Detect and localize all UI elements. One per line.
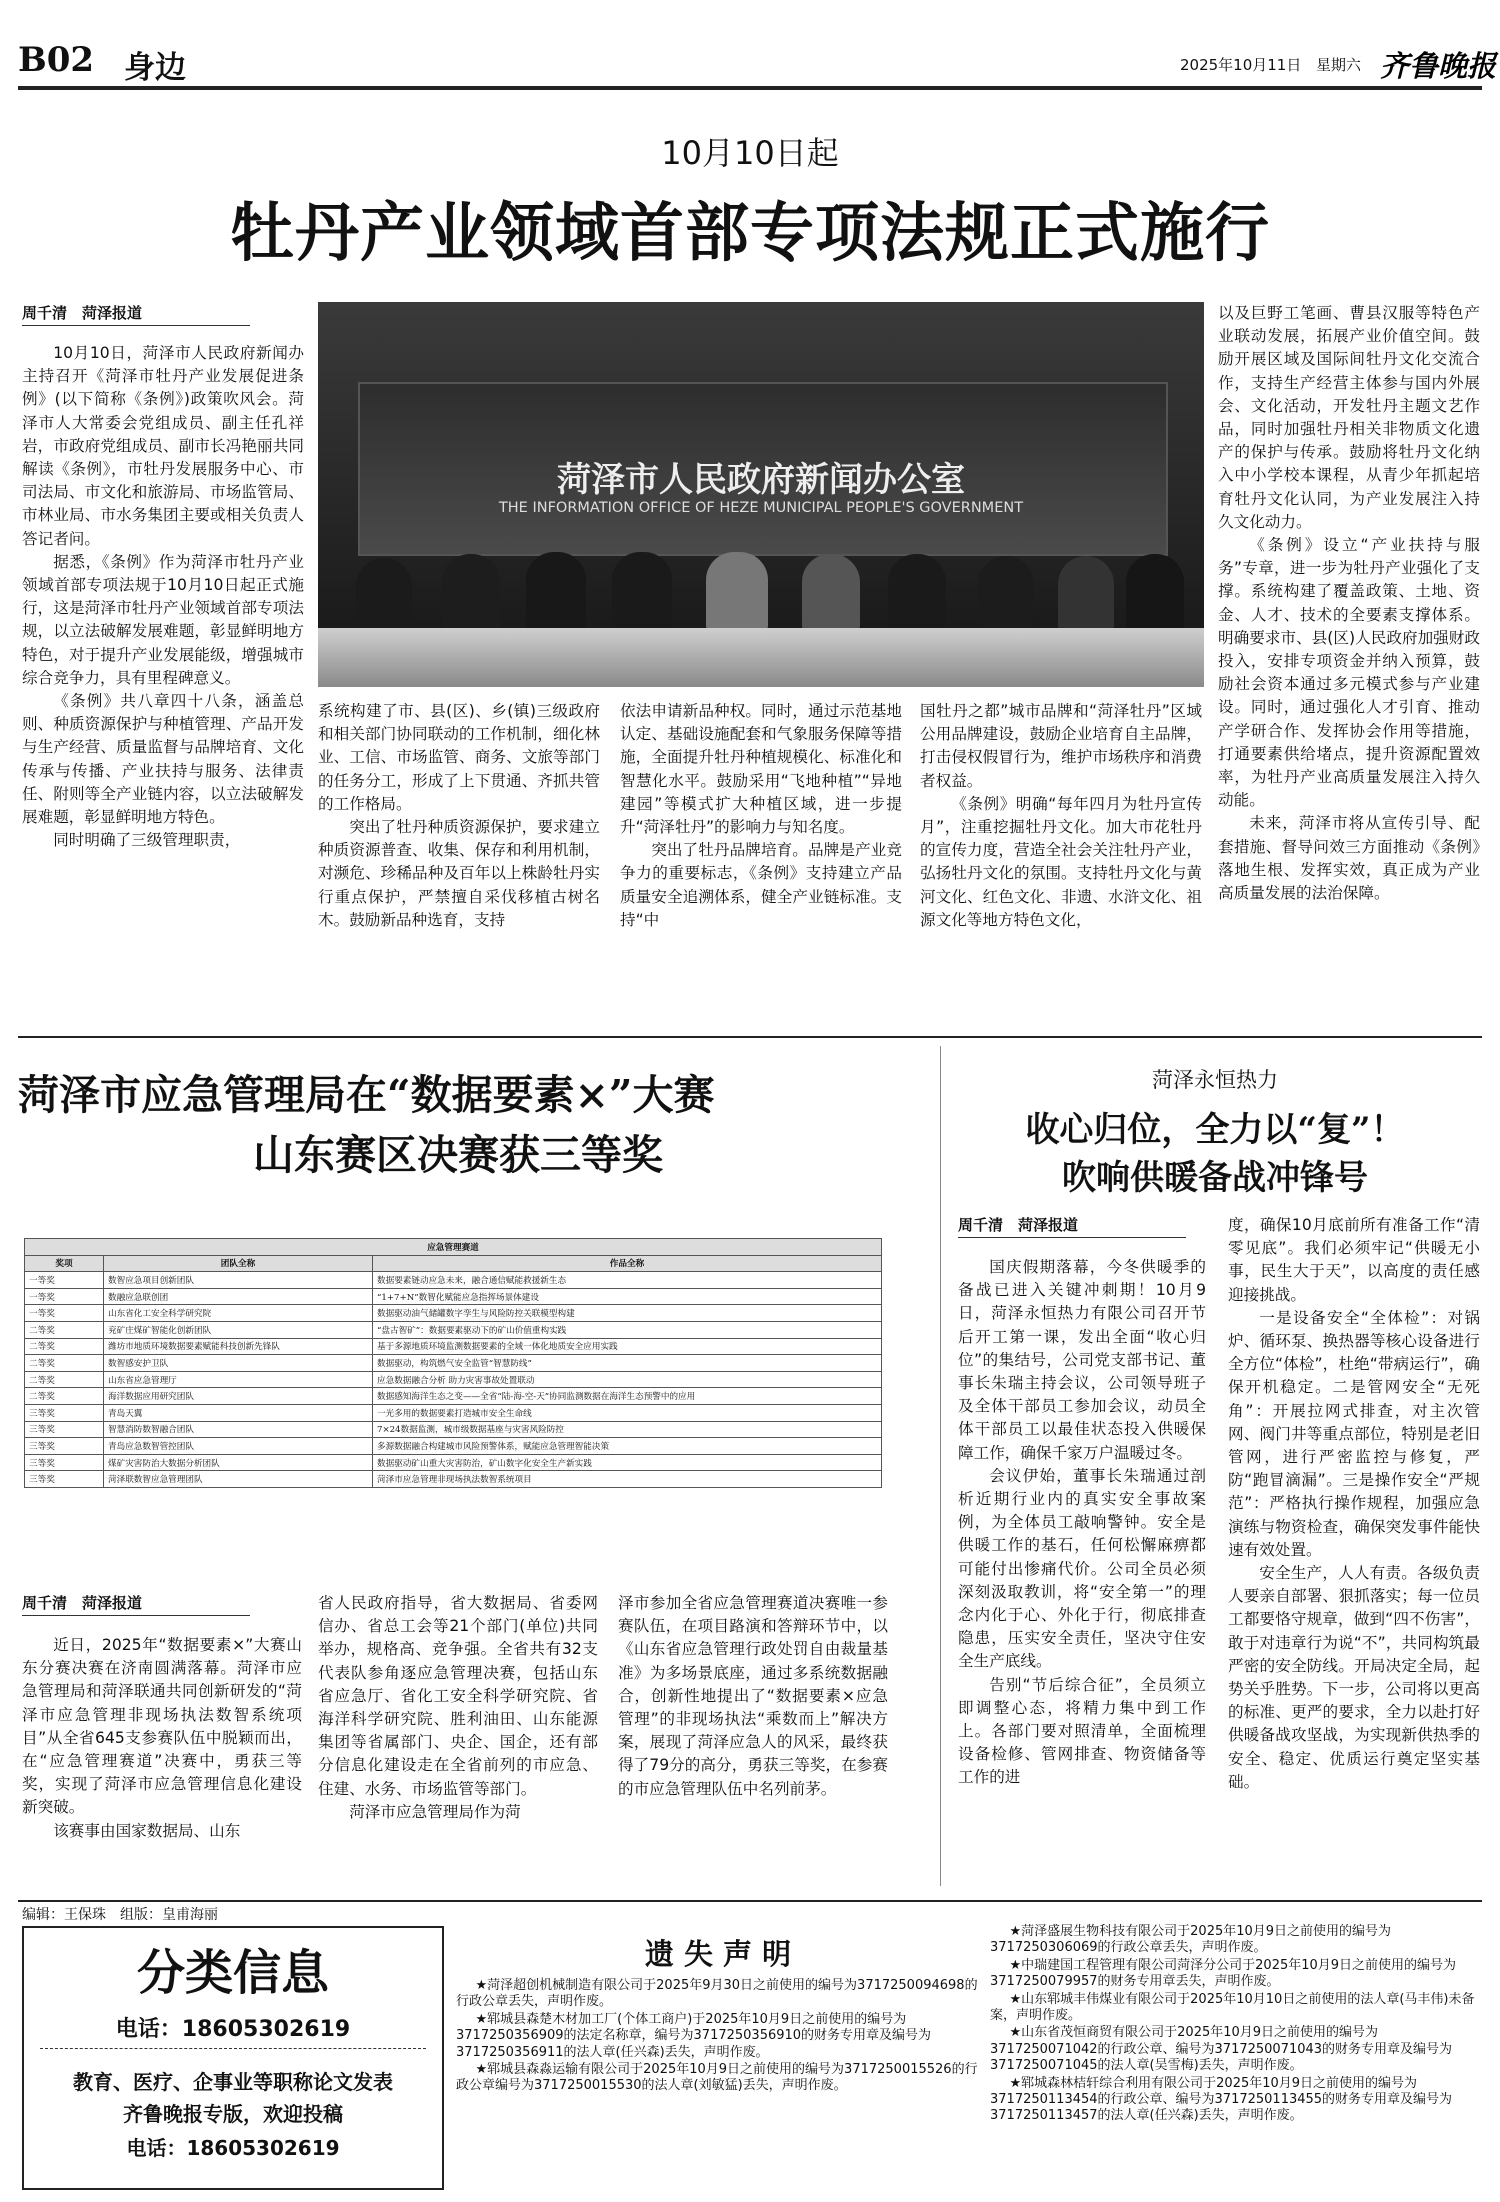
notices-right — [990, 1924, 1480, 2126]
awards-table-box — [24, 1238, 882, 1568]
photo-banner-cn: 菏泽市人民政府新闻办公室 — [557, 460, 965, 500]
paragraph: 《条例》共八章四十八条，涵盖总则、种质资源保护与种植管理、产品开发与生产经营、质量监督与品牌培育、文化传承与传播、产业扶持与服务、法律责任、附则等全产业链内容，以立法破解发展难题，彰显鲜明地方特色。 — [22, 692, 304, 827]
official-figure — [802, 554, 860, 630]
table-cell: 应急数据融合分析 助力灾害事故处置联动 — [373, 1371, 882, 1388]
table-row — [25, 1338, 882, 1355]
article2-headline-line1: 菏泽市应急管理局在“数据要素×”大赛 — [18, 1071, 715, 1119]
article1-headline: 牡丹产业领域首部专项法规正式施行 — [230, 196, 1270, 271]
article3-kicker: 菏泽永恒热力 — [1152, 1068, 1278, 1092]
table-cell: 二等奖 — [25, 1338, 104, 1355]
paragraph: 泽市参加全省应急管理赛道决赛唯一参赛队伍，在项目路演和答辩环节中，以《山东省应急管理行政处罚自由裁量基准》为多场景底座，通过多系统数据融合，创新性地提出了“数据要素×应急管理”的非现场执法“乘数而上”解决方案，展现了菏泽应急人的风采，最终获得了79分的高分，勇获三等奖，在参赛的市应急管理队伍中名列前茅。 — [618, 1594, 888, 1798]
table-cell: 一等奖 — [25, 1272, 104, 1289]
paragraph: 国庆假期落幕，今冬供暖季的备战已进入关键冲刺期！10月9日，菏泽永恒热力有限公司召开节后开工第一课，发出全面“收心归位”的集结号，公司党支部书记、董事长朱瑞主持会议，公司领导班子及全体干部员工参加会议，动员全体干部员工以最佳状态投入供暖保障工作，确保千家万户温暖过冬。 — [958, 1258, 1206, 1462]
paragraph: 《条例》设立“产业扶持与服务”专章，进一步为牡丹产业强化了支撑。系统构建了覆盖政策、土地、资金、人才、技术的全要素支撑体系。明确要求市、县(区)人民政府加强财政投入，安排专项资金并纳入预算，鼓励社会资本通过多元模式参与产业建设。同时，通过强化人才引育、推动产学研合作、发挥协会作用等措施，打通要素供给堵点，提升资源配置效率，为牡丹产业高质量发展注入持久动能。 — [1218, 536, 1480, 810]
table-cell: 一光多用的数据要素打造城市安全生命线 — [373, 1404, 882, 1421]
official-figure — [442, 554, 500, 630]
table-row — [25, 1288, 882, 1305]
section-code: B02 — [18, 40, 95, 80]
notice-item: ★菏泽超创机械制造有限公司于2025年9月30日之前使用的编号为3717250094698的行政公章丢失，声明作废。 — [456, 1978, 978, 2010]
masthead-logo: 齐鲁晚报 — [1380, 49, 1497, 83]
article1-col4 — [920, 700, 1202, 932]
official-figure — [888, 554, 946, 630]
officials-row — [318, 552, 1204, 632]
awards-table — [24, 1238, 882, 1488]
article3-headline-line2: 吹响供暖备战冲锋号 — [1062, 1158, 1368, 1198]
section-divider — [18, 1036, 1482, 1038]
paragraph: 告别“节后综合征”，全员须立即调整心态，将精力集中到工作上。各部门要对照清单，全面梳理设备检修、管网排查、物资储备等工作的进 — [958, 1675, 1206, 1787]
table-cell: 二等奖 — [25, 1355, 104, 1372]
table-row — [25, 1388, 882, 1405]
classified-title: 分类信息 — [136, 1945, 329, 2001]
table-cell: 7×24数据监测，城市级数据基座与灾害风险防控 — [373, 1421, 882, 1438]
paragraph: 度，确保10月底前所有准备工作“清零见底”。我们必须牢记“供暖无小事，民生大于天”，以高度的责任感迎接挑战。 — [1228, 1216, 1480, 1304]
table-cell: 二等奖 — [25, 1388, 104, 1405]
table-cell: 三等奖 — [25, 1421, 104, 1438]
table-row — [25, 1404, 882, 1421]
paragraph: 《条例》明确“每年四月为牡丹宣传月”，注重挖掘牡丹文化。加大市花牡丹的宣传力度，营造全社会关注牡丹产业，弘扬牡丹文化的氛围。支持牡丹文化与黄河文化、红色文化、非遗、水浒文化、祖源文化等地方特色文化， — [920, 794, 1202, 929]
article1-kicker: 10月10日起 — [661, 134, 839, 172]
classified-divider — [40, 2048, 426, 2049]
table-row — [25, 1438, 882, 1455]
classified-line: 齐鲁晚报专版，欢迎投稿 — [123, 2102, 343, 2126]
table-cell: 菏泽联数智应急管理团队 — [104, 1471, 373, 1488]
official-figure — [356, 558, 412, 630]
header-rule — [18, 86, 1482, 90]
paragraph: 同时明确了三级管理职责， — [53, 831, 241, 850]
official-figure — [1058, 556, 1114, 630]
table-cell: 多源数据融合构建城市风险预警体系，赋能应急管理智能决策 — [373, 1438, 882, 1455]
table-cell: 菏泽市应急管理非现场执法数智系统项目 — [373, 1471, 882, 1488]
table-row — [25, 1421, 882, 1438]
paragraph: 据悉，《条例》作为菏泽市牡丹产业领域首部专项法规于10月10日起正式施行，这是菏泽市牡丹产业领域首部专项法规，以立法破解发展难题，彰显鲜明地方特色，对于提升产业发展能级，增强城市综合竞争力，具有里程碑意义。 — [22, 552, 304, 687]
table-cell: 二等奖 — [25, 1321, 104, 1338]
official-figure — [526, 552, 586, 630]
article2-byline: 周千清 菏泽报道 — [22, 1592, 250, 1616]
editor-credits: 编辑：王保珠 组版：皇甫海丽 — [22, 1907, 218, 1923]
table-cell: 兖矿庄煤矿智能化创新团队 — [104, 1321, 373, 1338]
table-cell: 数据驱动，构筑燃气安全监管“智慧防线” — [373, 1355, 882, 1372]
table-title: 应急管理赛道 — [25, 1239, 882, 1256]
table-row — [25, 1321, 882, 1338]
table-row — [25, 1272, 882, 1289]
classified-box — [22, 1926, 444, 2190]
table-row — [25, 1471, 882, 1488]
paragraph: 会议伊始，董事长朱瑞通过剖析近期行业内的真实安全事故案例，为全体员工敲响警钟。安全是供暖工作的基石，任何松懈麻痹都可能付出惨痛代价。公司全员必须深刻汲取教训，将“安全第一”的理念内化于心、外化于行，彻底排查隐患，压实安全责任，坚决守住安全生产底线。 — [958, 1466, 1206, 1671]
footer-rule — [18, 1900, 1482, 1902]
article1-col1 — [22, 342, 304, 852]
paragraph: 依法申请新品种权。同时，通过示范基地认定、基础设施配套和气象服务保障等措施，全面提升牡丹种植规模化、标准化和智慧化水平。鼓励采用“飞地种植”“异地建园”等模式扩大种植区域，进一步提升“菏泽牡丹”的影响力与知名度。 — [620, 702, 902, 837]
table-header: 作品全称 — [373, 1255, 882, 1272]
article3-col1 — [958, 1256, 1206, 1790]
paragraph: 菏泽市应急管理局作为菏 — [349, 1802, 521, 1821]
notice-item: ★郓城县森楚木材加工厂(个体工商户)于2025年10月9日之前使用的编号为3717250356909的法定名称章，编号为3717250356910的财务专用章及编号为3717250356911的法人章(任兴森)丢失，声明作废。 — [456, 2011, 932, 2060]
conference-table — [318, 628, 1204, 687]
paragraph: 以及巨野工笔画、曹县汉服等特色产业联动发展，拓展产业价值空间。鼓励开展区域及国际间牡丹文化交流合作，支持生产经营主体参与国内外展会、文化活动，开发牡丹主题文艺作品，同时加强牡丹相关非物质文化遗产的保护与传承。鼓励将牡丹文化纳入中小学校本课程，从青少年抓起培育牡丹文化认同，为产业发展注入持久文化动力。 — [1218, 304, 1480, 531]
table-cell: 青岛天翼 — [104, 1404, 373, 1421]
section-name: 身边 — [124, 50, 186, 86]
photo-banner-en: THE INFORMATION OFFICE OF HEZE MUNICIPAL PEOPLE'S GOVERNMENT — [498, 500, 1024, 516]
article2-col2 — [318, 1592, 598, 1824]
table-row — [25, 1371, 882, 1388]
article1-byline: 周千清 菏泽报道 — [22, 302, 250, 326]
classified-line: 教育、医疗、企事业等职称论文发表 — [73, 2070, 393, 2094]
official-figure — [978, 556, 1034, 630]
table-cell: 数据驱动油气储罐数字孪生与风险防控关联模型构建 — [373, 1305, 882, 1322]
table-header: 团队全称 — [104, 1255, 373, 1272]
table-cell: 山东省应急管理厅 — [104, 1371, 373, 1388]
article1-col2 — [318, 700, 600, 932]
column-divider — [940, 1046, 941, 1886]
paragraph: 系统构建了市、县(区)、乡(镇)三级政府和相关部门协同联动的工作机制，细化林业、工信、市场监管、商务、文旅等部门的任务分工，形成了上下贯通、齐抓共管的工作格局。 — [318, 702, 600, 813]
paragraph: 国牡丹之都”城市品牌和“菏泽牡丹”区域公用品牌建设，鼓励企业培育自主品牌，打击侵权假冒行为，维护市场秩序和消费者权益。 — [920, 702, 1202, 790]
table-cell: 数据要素链动应急未来，融合通信赋能救援新生态 — [373, 1272, 882, 1289]
table-row — [25, 1305, 882, 1322]
notice-item: ★山东郓城丰伟煤业有限公司于2025年10月10日之前使用的法人章(马丰伟)未备案，声明作废。 — [990, 1991, 1475, 2024]
paragraph: 未来，菏泽市将从宣传引导、配套措施、督导问效三方面推动《条例》落地生根、发挥实效，真正成为产业高质量发展的法治保障。 — [1218, 814, 1480, 903]
paragraph: 安全生产，人人有责。各级负责人要亲自部署、狠抓落实；每一位员工都要恪守规章，做到“四不伤害”，敢于对违章行为说“不”，共同构筑最严密的安全防线。开局决定全局，起势关乎胜势。下一步，公司将以更高的标准、更严的要求，全力以赴打好供暖备战攻坚战，为实现新供热季的安全、稳定、优质运行奠定坚实基础。 — [1228, 1564, 1480, 1791]
table-cell: 数智感安护卫队 — [104, 1355, 373, 1372]
notice-item: ★菏泽盛展生物科技有限公司于2025年10月9日之前使用的编号为3717250306069的行政公章丢失，声明作废。 — [990, 1924, 1392, 1956]
paragraph: 突出了牡丹品牌培育。品牌是产业竞争力的重要标志，《条例》支持建立产品质量安全追溯体系，健全产业链标准。支持“中 — [620, 841, 902, 929]
notice-item: ★郓城森林桔轩综合利用有限公司于2025年10月9日之前使用的编号为3717250113454的行政公章、编号为3717250113455的财务专用章及编号为3717250113457的法人章(任兴森)丢失，声明作废。 — [990, 2075, 1453, 2124]
notice-title: 遗 失 声 明 — [644, 1937, 792, 1971]
official-figure — [612, 552, 672, 630]
article3-headline-line1: 收心归位，全力以“复”！ — [1025, 1110, 1405, 1150]
article2-headline-line2: 山东赛区决赛获三等奖 — [253, 1131, 663, 1179]
table-cell: 三等奖 — [25, 1471, 104, 1488]
classified-phone: 电话：18605302619 — [115, 2017, 351, 2042]
press-conference-photo — [318, 302, 1204, 687]
table-cell: 海洋数据应用研究团队 — [104, 1388, 373, 1405]
notices-left — [456, 1978, 986, 2096]
article2-col3 — [618, 1592, 888, 1801]
table-cell: 数智应急项目创新团队 — [104, 1272, 373, 1289]
paragraph: 一是设备安全“全体检”：对锅炉、循环泵、换热器等核心设备进行全方位“体检”，杜绝“带病运行”，确保开机稳定。二是管网安全“无死角”：开展拉网式排查，对主次管网、阀门井等重点部位，特别是老旧管网，进行严密监控与修复，严防“跑冒滴漏”。三是操作安全“严规范”：严格执行操作规程，加强应急演练与物资检查，确保突发事件能快速有效处置。 — [1228, 1308, 1480, 1559]
issue-weekday: 星期六 — [1316, 56, 1362, 74]
classified-phone: 电话：18605302619 — [126, 2136, 340, 2160]
article2-col1 — [22, 1634, 302, 1843]
table-cell: 一等奖 — [25, 1288, 104, 1305]
table-cell: 基于多源地质环境监测数据要素的全域一体化地质安全应用实践 — [373, 1338, 882, 1355]
table-cell: 数据感知海洋生态之变——全省“陆-海-空-天”协同监测数据在海洋生态预警中的应用 — [373, 1388, 882, 1405]
table-cell: 一等奖 — [25, 1305, 104, 1322]
table-cell: 潍坊市地质环境数据要素赋能科技创新先锋队 — [104, 1338, 373, 1355]
table-cell: 青岛应急数智管控团队 — [104, 1438, 373, 1455]
paragraph: 10月10日，菏泽市人民政府新闻办主持召开《菏泽市牡丹产业发展促进条例》(以下简称《条例》)政策吹风会。菏泽市人大常委会党组成员、副主任孔祥岩，市政府党组成员、副市长冯艳丽共同解读《条例》，市牡丹发展服务中心、市司法局、市文化和旅游局、市场监管局、市林业局、市水务集团主要或相关负责人答记者问。 — [22, 344, 304, 548]
table-cell: 山东省化工安全科学研究院 — [104, 1305, 373, 1322]
article1-col3 — [620, 700, 902, 932]
official-figure — [706, 552, 768, 630]
notice-item: ★山东省茂恒商贸有限公司于2025年10月9日之前使用的编号为3717250071042的行政公章、编号为3717250071043的财务专用章及编号为3717250071045的法人章(吴雪梅)丢失，声明作废。 — [990, 2025, 1453, 2074]
table-cell: 智慧消防数智融合团队 — [104, 1421, 373, 1438]
article1-col5 — [1218, 302, 1480, 905]
paragraph: 近日，2025年“数据要素×”大赛山东分赛决赛在济南圆满落幕。菏泽市应急管理局和菏泽联通共同创新研发的“菏泽市应急管理非现场执法数智系统项目”从全省645支参赛队伍中脱颖而出，在“应急管理赛道”决赛中，勇获三等奖，实现了菏泽市应急管理信息化建设新突破。 — [22, 1636, 302, 1817]
table-header: 奖项 — [25, 1255, 104, 1272]
notice-item: ★郓城县森淼运输有限公司于2025年10月9日之前使用的编号为3717250015526的行政公章编号为3717250015530的法人章(刘敏猛)丢失，声明作废。 — [456, 2062, 978, 2094]
table-cell: 数据驱动矿山重大灾害防治，矿山数字化安全生产新实践 — [373, 1454, 882, 1471]
article3-byline: 周千清 菏泽报道 — [958, 1214, 1186, 1238]
paragraph: 省人民政府指导，省大数据局、省委网信办、省总工会等21个部门(单位)共同举办，规格高、竞争强。全省共有32支代表队参角逐应急管理决赛，包括山东省应急厅、省化工安全科学研究院、省海洋科学研究院、胜利油田、山东能源集团等省属部门、央企、国企，还有部分信息化建设走在全省前列的市应急、住建、水务、市场监管等部门。 — [318, 1594, 598, 1798]
table-row — [25, 1454, 882, 1471]
paragraph: 突出了牡丹种质资源保护，要求建立种质资源普查、收集、保存和利用机制，对濒危、珍稀品种及百年以上株龄牡丹实行重点保护，严禁擅自采伐移植古树名木。鼓励新品种选育，支持 — [318, 818, 600, 929]
issue-date: 2025年10月11日 — [1180, 56, 1302, 74]
paragraph: 该赛事由国家数据局、山东 — [53, 1821, 241, 1840]
table-cell: “1+7+N”数智化赋能应急指挥场景体建设 — [373, 1288, 882, 1305]
table-cell: 煤矿灾害防治大数据分析团队 — [104, 1454, 373, 1471]
official-figure — [1126, 554, 1184, 630]
notice-item: ★中瑞建国工程管理有限公司菏泽分公司于2025年10月9日之前使用的编号为3717250079957的财务专用章丢失，声明作废。 — [990, 1957, 1457, 1990]
table-cell: “盘古智矿”：数据要素驱动下的矿山价值重构实践 — [373, 1321, 882, 1338]
table-cell: 二等奖 — [25, 1371, 104, 1388]
table-cell: 三等奖 — [25, 1454, 104, 1471]
article3-col2 — [1228, 1214, 1480, 1794]
table-cell: 三等奖 — [25, 1404, 104, 1421]
table-cell: 三等奖 — [25, 1438, 104, 1455]
table-cell: 数融应急联创团 — [104, 1288, 373, 1305]
table-row — [25, 1355, 882, 1372]
